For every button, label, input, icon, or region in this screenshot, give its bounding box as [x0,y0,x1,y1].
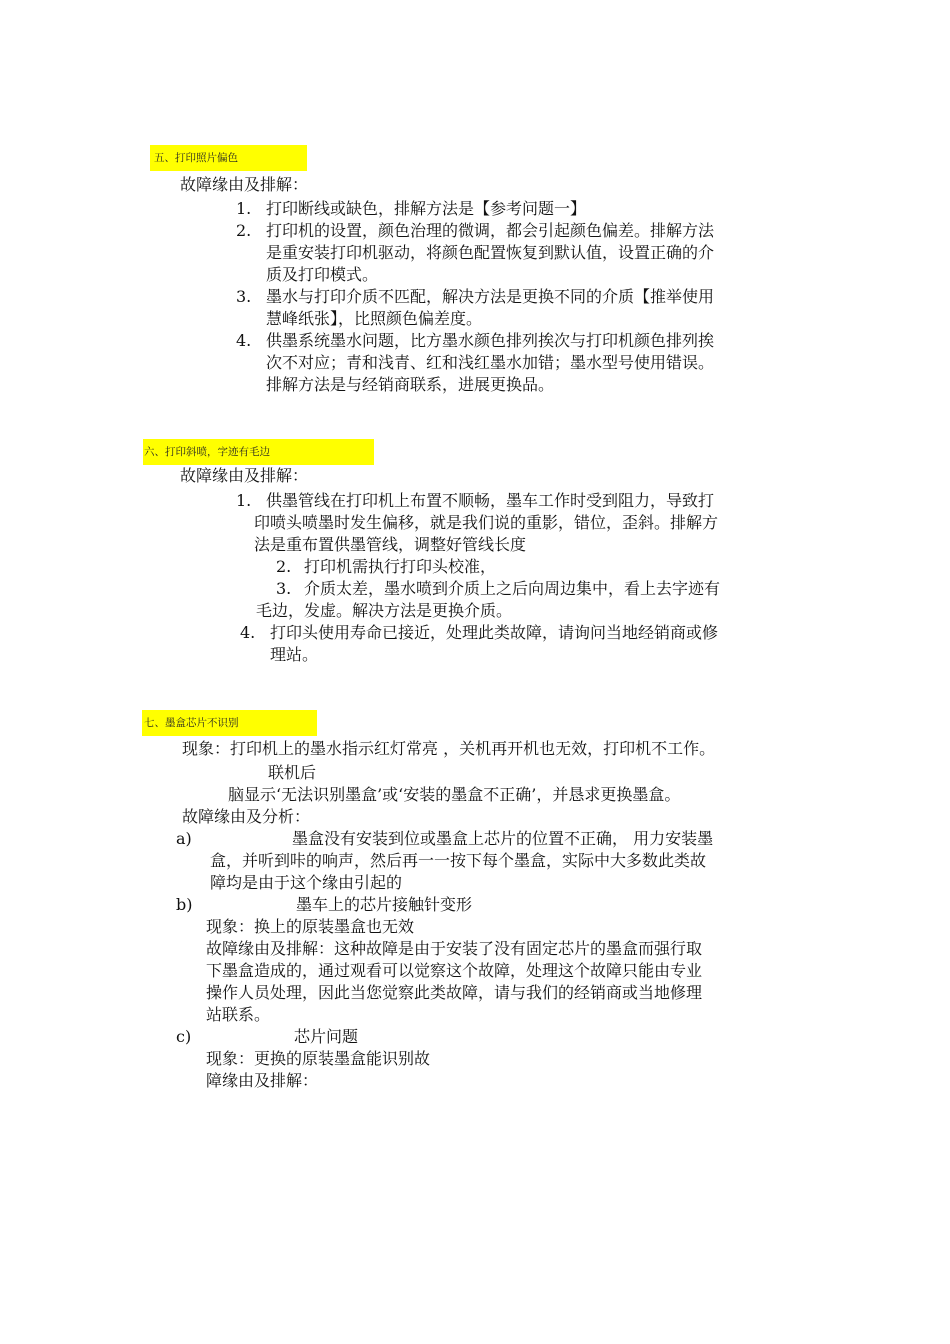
sub-item-title: 墨盒没有安装到位或墨盒上芯片的位置不正确， 用力安装墨 [292,829,714,848]
list-item-line: 次不对应；青和浅青、红和浅红墨水加错；墨水型号使用错误。 [266,353,715,372]
list-item-line: 排解方法是与经销商联系，进展更换品。 [266,375,555,394]
list-item-number: 4. [236,331,252,350]
sub-item-line: 下墨盒造成的，通过观看可以觉察这个故障，处理这个故障只能由专业 [206,961,703,980]
section-7-heading: 七、墨盒芯片不识别 [142,710,317,736]
phenomenon-line: 现象：打印机上的墨水指示红灯常亮 ，关机再开机也无效，打印机不工作。 [182,739,716,758]
list-item-number: 2. [236,221,252,240]
list-item-line: 毛边，发虚。解决方法是更换介质。 [256,601,513,620]
list-item-line: 打印机需执行打印头校准， [304,557,497,576]
list-item-line: 供墨系统墨水问题，比方墨水颜色排列挨次与打印机颜色排列挨 [266,331,715,350]
list-item-number: 1. [236,491,252,510]
sub-item-letter: c) [176,1027,192,1046]
list-item-number: 3. [276,579,292,598]
list-item-line: 打印头使用寿命已接近，处理此类故障，请询问当地经销商或修 [270,623,719,642]
list-item-line: 是重安装打印机驱动，将颜色配置恢复到默认值，设置正确的介 [266,243,715,262]
list-item-line: 打印断线或缺色，排解方法是【参考问题一】 [266,199,587,218]
list-item-number: 1. [236,199,252,218]
list-item-line: 供墨管线在打印机上布置不顺畅，墨车工作时受到阻力，导致打 [266,491,715,510]
sub-item-title: 墨车上的芯片接触针变形 [296,895,473,914]
sub-item-line: 现象：换上的原装墨盒也无效 [206,917,415,936]
sub-item-line: 操作人员处理，因此当您觉察此类故障，请与我们的经销商或当地修理 [206,983,703,1002]
list-item-number: 4. [240,623,256,642]
sub-item-title: 芯片问题 [294,1027,359,1046]
list-item-line: 法是重布置供墨管线，调整好管线长度 [254,535,527,554]
sub-item-line: 现象：更换的原装墨盒能识别故 [206,1049,431,1068]
section-5-cause-label: 故障缘由及排解： [180,175,309,194]
phenomenon-line: 联机后 [268,763,317,782]
list-item-number: 2. [276,557,292,576]
list-item-line: 打印机的设置，颜色治理的微调，都会引起颜色偏差。排解方法 [266,221,715,240]
list-item-line: 慧峰纸张】，比照颜色偏差度。 [266,309,483,328]
section-6-cause-label: 故障缘由及排解： [180,466,309,485]
sub-item-line: 障均是由于这个缘由引起的 [210,873,403,892]
sub-item-line: 障缘由及排解： [206,1071,319,1090]
list-item-line: 理站。 [270,645,319,664]
sub-item-line: 故障缘由及排解：这种故障是由于安装了没有固定芯片的墨盒而强行取 [206,939,703,958]
list-item-line: 质及打印模式。 [266,265,379,284]
sub-item-letter: a) [176,829,192,848]
list-item-line: 介质太差，墨水喷到介质上之后向周边集中，看上去字迹有 [304,579,721,598]
sub-item-letter: b) [176,895,193,914]
list-item-line: 墨水与打印介质不匹配，解决方法是更换不同的介质【推举使用 [266,287,715,306]
list-item-number: 3. [236,287,252,306]
sub-item-line: 盒，并听到咔的响声，然后再一一按下每个墨盒，实际中大多数此类故 [210,851,707,870]
phenomenon-line: 脑显示‘无法识别墨盒’或‘安装的墨盒不正确’，并恳求更换墨盒。 [228,785,681,804]
list-item-line: 印喷头喷墨时发生偏移，就是我们说的重影，错位，歪斜。排解方 [254,513,719,532]
section-6-heading: 六、打印斜喷，字迹有毛边 [143,439,374,465]
sub-item-line: 站联系。 [206,1005,271,1024]
section-7-cause-label: 故障缘由及分析： [182,807,311,826]
section-5-heading: 五、打印照片偏色 [150,145,307,171]
